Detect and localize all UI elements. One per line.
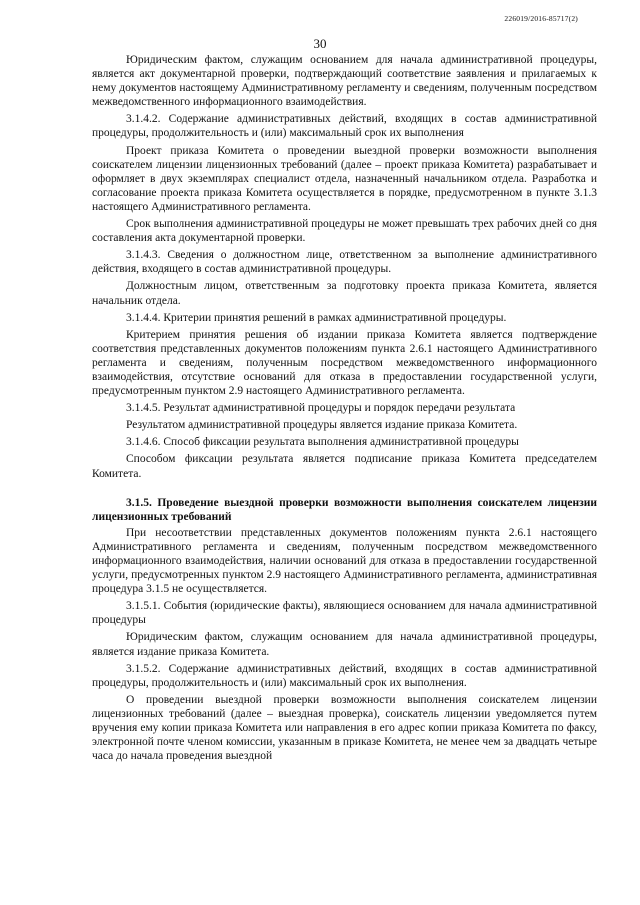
paragraph: Способом фиксации результата является подписание приказа Комитета председателем Комитета.: [92, 453, 597, 480]
paragraph: 3.1.5.2. Содержание административных действий, входящих в состав административной процедуры, продолжительность и (или) максимальный срок их выполнения.: [92, 662, 597, 689]
paragraph: Должностным лицом, ответственным за подготовку проекта приказа Комитета, является начальник отдела.: [92, 280, 597, 307]
paragraph: Юридическим фактом, служащим основанием для начала административной процедуры, является издание приказа Комитета.: [92, 631, 597, 658]
paragraph: Срок выполнения административной процедуры не может превышать трех рабочих дней со дня составления акта документарной проверки.: [92, 218, 597, 245]
paragraph: О проведении выездной проверки возможности выполнения соискателем лицензии лицензионных требований (далее – выездная проверка), соискатель лицензии уведомляется путем вручения ему копии приказа Комитета или направления в его адрес копии приказа Комитета по факсу, электронной почте членом комиссии, указанным в приказе Комитета, не менее чем за двадцать четыре часа до начала проведения выездной: [92, 693, 597, 763]
paragraph: 3.1.4.3. Сведения о должностном лице, ответственном за выполнение административного действия, входящего в состав административной процедуры.: [92, 249, 597, 276]
document-body: [92, 53, 597, 766]
paragraph: Юридическим фактом, служащим основанием для начала административной процедуры, является акт документарной проверки, подтверждающий соответствие заявления и прилагаемых к нему документов настоящему Административному регламенту и сведениям, полученным посредством межведомственного информационного взаимодействия.: [92, 54, 597, 109]
paragraph: 3.1.5.1. События (юридические факты), являющиеся основанием для начала административной процедуры: [92, 600, 597, 627]
paragraph: 3.1.4.6. Способ фиксации результата выполнения административной процедуры: [126, 436, 519, 449]
paragraph: Критерием принятия решения об издании приказа Комитета является подтверждение соответствия представленных документов положениям пункта 2.6.1 настоящего Административного регламента и сведениям, полученным посредством межведомственного информационного взаимодействия, отсутствие оснований для отказа в предоставлении государственной услуги, предусмотренным пунктом 2.9 настоящего Административного регламента.: [92, 328, 597, 398]
paragraph: При несоответствии представленных документов положениям пункта 2.6.1 настоящего Административного регламента и сведениям, полученным посредством межведомственного информационного взаимодействия, наличии оснований для отказа в предоставлении государственной услуги, предусмотренных пунктом 2.9 настоящего Административного регламента, административная процедура 3.1.5 не осуществляется.: [92, 526, 597, 596]
paragraph: Проект приказа Комитета о проведении выездной проверки возможности выполнения соискателем лицензии лицензионных требований (далее – проект приказа Комитета) разрабатывает и оформляет в двух экземплярах специалист отдела, назначенный начальником отдела. Разработка и согласование проекта приказа Комитета осуществляется в порядке, предусмотренном в пункте 3.1.3 настоящего Административного регламента.: [92, 144, 597, 213]
paragraph: Результатом административной процедуры является издание приказа Комитета.: [126, 419, 518, 432]
paragraph: 3.1.4.4. Критерии принятия решений в рамках административной процедуры.: [126, 311, 507, 324]
page-number: 30: [313, 36, 327, 51]
document-id: 226019/2016-85717(2): [504, 14, 578, 23]
paragraph: 3.1.4.2. Содержание административных действий, входящих в состав административной процедуры, продолжительность и (или) максимальный срок их выполнения: [92, 113, 597, 140]
section-spacer: [92, 484, 597, 496]
section-heading: 3.1.5. Проведение выездной проверки возможности выполнения соискателем лицензии лицензионных требований: [92, 496, 597, 523]
paragraph: 3.1.4.5. Результат административной процедуры и порядок передачи результата: [126, 402, 516, 415]
